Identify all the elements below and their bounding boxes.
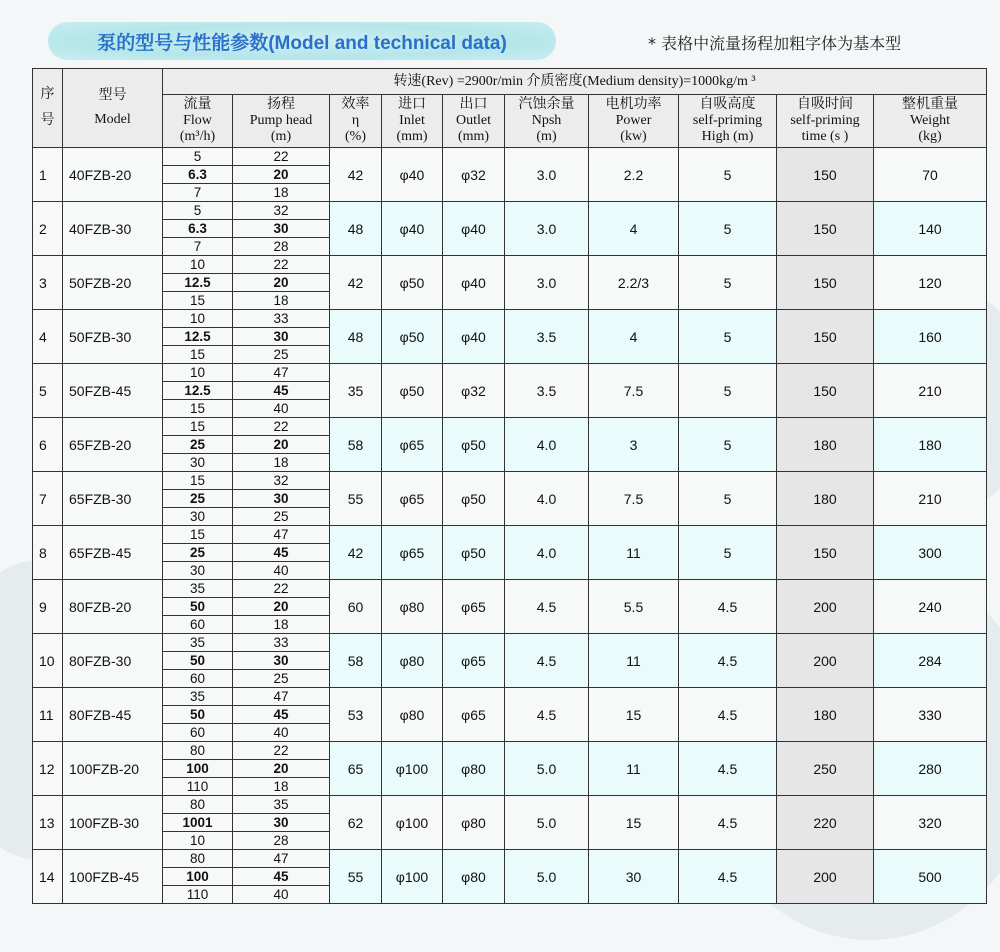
outlet-cell: φ80	[443, 796, 505, 850]
self-priming-high-cell: 4.5	[679, 796, 777, 850]
self-priming-time-cell: 200	[777, 850, 874, 904]
self-priming-high-cell: 4.5	[679, 634, 777, 688]
table-body	[33, 148, 987, 904]
head-subcell: 22	[233, 148, 330, 166]
power-cell: 15	[589, 796, 679, 850]
model-cell: 50FZB-30	[63, 310, 163, 364]
row-number-cell: 13	[33, 796, 63, 850]
header-outlet: 出口 Outlet (mm)	[443, 95, 505, 148]
head-subcell: 45	[233, 382, 330, 400]
self-priming-high-cell: 5	[679, 472, 777, 526]
power-cell: 7.5	[589, 364, 679, 418]
power-cell: 11	[589, 742, 679, 796]
flow-subcell: 5	[163, 202, 233, 220]
flow-subcell: 25	[163, 544, 233, 562]
npsh-cell: 4.5	[505, 580, 589, 634]
inlet-cell: φ80	[382, 688, 443, 742]
title-banner	[48, 22, 556, 60]
row-number-cell: 11	[33, 688, 63, 742]
model-cell: 80FZB-20	[63, 580, 163, 634]
outlet-cell: φ65	[443, 688, 505, 742]
power-cell: 11	[589, 526, 679, 580]
header-inlet: 进口 Inlet (mm)	[382, 95, 443, 148]
model-cell: 50FZB-20	[63, 256, 163, 310]
table-row	[33, 850, 987, 868]
flow-subcell: 15	[163, 346, 233, 364]
header-weight: 整机重量 Weight (kg)	[874, 95, 987, 148]
flow-subcell: 50	[163, 652, 233, 670]
weight-cell: 120	[874, 256, 987, 310]
head-subcell: 47	[233, 364, 330, 382]
spec-table	[32, 68, 987, 904]
table-row	[33, 256, 987, 274]
header-flow: 流量 Flow (m³/h)	[163, 95, 233, 148]
model-cell: 65FZB-20	[63, 418, 163, 472]
self-priming-time-cell: 150	[777, 526, 874, 580]
npsh-cell: 5.0	[505, 850, 589, 904]
table-row	[33, 688, 987, 706]
weight-cell: 500	[874, 850, 987, 904]
table-row	[33, 742, 987, 760]
head-subcell: 40	[233, 724, 330, 742]
outlet-cell: φ50	[443, 472, 505, 526]
inlet-cell: φ100	[382, 742, 443, 796]
head-subcell: 22	[233, 418, 330, 436]
self-priming-time-cell: 150	[777, 310, 874, 364]
power-cell: 15	[589, 688, 679, 742]
flow-subcell: 12.5	[163, 274, 233, 292]
row-number-cell: 4	[33, 310, 63, 364]
flow-subcell: 30	[163, 454, 233, 472]
note-text: * 表格中流量扬程加粗字体为基本型	[648, 34, 902, 53]
model-cell: 100FZB-20	[63, 742, 163, 796]
flow-subcell: 100	[163, 760, 233, 778]
head-subcell: 20	[233, 436, 330, 454]
head-subcell: 18	[233, 184, 330, 202]
table-row	[33, 634, 987, 652]
power-cell: 2.2/3	[589, 256, 679, 310]
self-priming-high-cell: 4.5	[679, 850, 777, 904]
npsh-cell: 4.5	[505, 634, 589, 688]
efficiency-cell: 48	[330, 310, 382, 364]
efficiency-cell: 53	[330, 688, 382, 742]
table-row	[33, 364, 987, 382]
power-cell: 4	[589, 202, 679, 256]
head-subcell: 40	[233, 400, 330, 418]
weight-cell: 140	[874, 202, 987, 256]
table-row	[33, 526, 987, 544]
self-priming-time-cell: 200	[777, 634, 874, 688]
outlet-cell: φ50	[443, 526, 505, 580]
row-number-cell: 14	[33, 850, 63, 904]
head-subcell: 45	[233, 706, 330, 724]
model-cell: 80FZB-45	[63, 688, 163, 742]
efficiency-cell: 55	[330, 850, 382, 904]
head-subcell: 30	[233, 814, 330, 832]
flow-subcell: 110	[163, 778, 233, 796]
flow-subcell: 100	[163, 868, 233, 886]
header-efficiency: 效率 η (%)	[330, 95, 382, 148]
flow-subcell: 6.3	[163, 166, 233, 184]
header-self-priming-time: 自吸时间 self-priming time (s )	[777, 95, 874, 148]
head-subcell: 30	[233, 490, 330, 508]
npsh-cell: 3.0	[505, 148, 589, 202]
flow-subcell: 15	[163, 418, 233, 436]
head-subcell: 45	[233, 868, 330, 886]
head-subcell: 45	[233, 544, 330, 562]
header-power: 电机功率 Power (kw)	[589, 95, 679, 148]
efficiency-cell: 48	[330, 202, 382, 256]
inlet-cell: φ80	[382, 580, 443, 634]
efficiency-cell: 58	[330, 418, 382, 472]
head-subcell: 30	[233, 220, 330, 238]
head-subcell: 20	[233, 760, 330, 778]
flow-subcell: 30	[163, 562, 233, 580]
power-cell: 5.5	[589, 580, 679, 634]
table-row	[33, 418, 987, 436]
flow-subcell: 7	[163, 238, 233, 256]
weight-cell: 210	[874, 472, 987, 526]
model-cell: 40FZB-30	[63, 202, 163, 256]
head-subcell: 47	[233, 526, 330, 544]
head-subcell: 20	[233, 166, 330, 184]
model-cell: 100FZB-30	[63, 796, 163, 850]
self-priming-time-cell: 150	[777, 148, 874, 202]
flow-subcell: 15	[163, 400, 233, 418]
self-priming-high-cell: 5	[679, 202, 777, 256]
self-priming-high-cell: 4.5	[679, 688, 777, 742]
outlet-cell: φ50	[443, 418, 505, 472]
flow-subcell: 60	[163, 724, 233, 742]
npsh-cell: 3.0	[505, 256, 589, 310]
head-subcell: 20	[233, 598, 330, 616]
table-row	[33, 148, 987, 166]
head-subcell: 47	[233, 850, 330, 868]
table-row	[33, 796, 987, 814]
efficiency-cell: 35	[330, 364, 382, 418]
flow-subcell: 50	[163, 706, 233, 724]
row-number-cell: 10	[33, 634, 63, 688]
flow-subcell: 10	[163, 310, 233, 328]
efficiency-cell: 42	[330, 526, 382, 580]
power-cell: 2.2	[589, 148, 679, 202]
self-priming-time-cell: 150	[777, 364, 874, 418]
inlet-cell: φ65	[382, 526, 443, 580]
weight-cell: 180	[874, 418, 987, 472]
model-cell: 80FZB-30	[63, 634, 163, 688]
weight-cell: 70	[874, 148, 987, 202]
head-subcell: 28	[233, 238, 330, 256]
flow-subcell: 60	[163, 670, 233, 688]
flow-subcell: 35	[163, 688, 233, 706]
flow-subcell: 12.5	[163, 382, 233, 400]
flow-subcell: 15	[163, 472, 233, 490]
head-subcell: 20	[233, 274, 330, 292]
outlet-cell: φ40	[443, 310, 505, 364]
head-subcell: 32	[233, 202, 330, 220]
model-cell: 40FZB-20	[63, 148, 163, 202]
flow-subcell: 7	[163, 184, 233, 202]
table-row	[33, 472, 987, 490]
self-priming-high-cell: 5	[679, 526, 777, 580]
power-cell: 4	[589, 310, 679, 364]
head-subcell: 22	[233, 256, 330, 274]
self-priming-high-cell: 4.5	[679, 580, 777, 634]
head-subcell: 40	[233, 562, 330, 580]
head-subcell: 35	[233, 796, 330, 814]
head-subcell: 30	[233, 652, 330, 670]
efficiency-cell: 62	[330, 796, 382, 850]
flow-subcell: 30	[163, 508, 233, 526]
outlet-cell: φ80	[443, 850, 505, 904]
self-priming-time-cell: 220	[777, 796, 874, 850]
inlet-cell: φ65	[382, 472, 443, 526]
efficiency-cell: 58	[330, 634, 382, 688]
flow-subcell: 10	[163, 832, 233, 850]
flow-subcell: 35	[163, 580, 233, 598]
outlet-cell: φ32	[443, 364, 505, 418]
efficiency-cell: 60	[330, 580, 382, 634]
row-number-cell: 2	[33, 202, 63, 256]
header-seq: 序 号	[33, 69, 63, 148]
flow-subcell: 60	[163, 616, 233, 634]
flow-subcell: 10	[163, 256, 233, 274]
head-subcell: 47	[233, 688, 330, 706]
weight-cell: 210	[874, 364, 987, 418]
weight-cell: 160	[874, 310, 987, 364]
flow-subcell: 35	[163, 634, 233, 652]
self-priming-high-cell: 5	[679, 148, 777, 202]
row-number-cell: 3	[33, 256, 63, 310]
row-number-cell: 8	[33, 526, 63, 580]
inlet-cell: φ100	[382, 850, 443, 904]
inlet-cell: φ50	[382, 310, 443, 364]
page-title: 泵的型号与性能参数(Model and technical data)	[97, 32, 507, 54]
power-cell: 7.5	[589, 472, 679, 526]
npsh-cell: 4.0	[505, 472, 589, 526]
outlet-cell: φ32	[443, 148, 505, 202]
efficiency-cell: 65	[330, 742, 382, 796]
model-cell: 65FZB-30	[63, 472, 163, 526]
self-priming-time-cell: 200	[777, 580, 874, 634]
header-conditions: 转速(Rev) =2900r/min 介质密度(Medium density)=1000kg/m ³	[163, 69, 987, 95]
flow-subcell: 80	[163, 850, 233, 868]
flow-subcell: 6.3	[163, 220, 233, 238]
head-subcell: 25	[233, 346, 330, 364]
flow-subcell: 25	[163, 490, 233, 508]
flow-subcell: 15	[163, 292, 233, 310]
self-priming-time-cell: 180	[777, 472, 874, 526]
flow-subcell: 15	[163, 526, 233, 544]
table-row	[33, 580, 987, 598]
head-subcell: 30	[233, 328, 330, 346]
inlet-cell: φ100	[382, 796, 443, 850]
npsh-cell: 5.0	[505, 796, 589, 850]
power-cell: 11	[589, 634, 679, 688]
inlet-cell: φ40	[382, 202, 443, 256]
flow-subcell: 50	[163, 598, 233, 616]
npsh-cell: 3.5	[505, 310, 589, 364]
model-cell: 100FZB-45	[63, 850, 163, 904]
head-subcell: 25	[233, 670, 330, 688]
flow-subcell: 10	[163, 364, 233, 382]
outlet-cell: φ40	[443, 202, 505, 256]
head-subcell: 25	[233, 508, 330, 526]
self-priming-time-cell: 150	[777, 202, 874, 256]
header-self-priming-high: 自吸高度 self-priming High (m)	[679, 95, 777, 148]
head-subcell: 32	[233, 472, 330, 490]
table-row	[33, 202, 987, 220]
inlet-cell: φ80	[382, 634, 443, 688]
row-number-cell: 1	[33, 148, 63, 202]
weight-cell: 330	[874, 688, 987, 742]
flow-subcell: 110	[163, 886, 233, 904]
head-subcell: 18	[233, 778, 330, 796]
inlet-cell: φ50	[382, 364, 443, 418]
flow-subcell: 80	[163, 742, 233, 760]
self-priming-high-cell: 4.5	[679, 742, 777, 796]
power-cell: 30	[589, 850, 679, 904]
outlet-cell: φ80	[443, 742, 505, 796]
outlet-cell: φ65	[443, 580, 505, 634]
head-subcell: 33	[233, 310, 330, 328]
row-number-cell: 12	[33, 742, 63, 796]
head-subcell: 18	[233, 292, 330, 310]
head-subcell: 18	[233, 454, 330, 472]
head-subcell: 22	[233, 580, 330, 598]
flow-subcell: 80	[163, 796, 233, 814]
weight-cell: 280	[874, 742, 987, 796]
head-subcell: 28	[233, 832, 330, 850]
power-cell: 3	[589, 418, 679, 472]
flow-subcell: 5	[163, 148, 233, 166]
self-priming-time-cell: 180	[777, 418, 874, 472]
self-priming-high-cell: 5	[679, 256, 777, 310]
weight-cell: 240	[874, 580, 987, 634]
inlet-cell: φ65	[382, 418, 443, 472]
weight-cell: 300	[874, 526, 987, 580]
flow-subcell: 1001	[163, 814, 233, 832]
model-cell: 50FZB-45	[63, 364, 163, 418]
outlet-cell: φ65	[443, 634, 505, 688]
self-priming-high-cell: 5	[679, 310, 777, 364]
row-number-cell: 7	[33, 472, 63, 526]
inlet-cell: φ50	[382, 256, 443, 310]
efficiency-cell: 42	[330, 256, 382, 310]
flow-subcell: 25	[163, 436, 233, 454]
head-subcell: 33	[233, 634, 330, 652]
header-model: 型号 Model	[63, 69, 163, 148]
outlet-cell: φ40	[443, 256, 505, 310]
efficiency-cell: 42	[330, 148, 382, 202]
row-number-cell: 5	[33, 364, 63, 418]
npsh-cell: 4.0	[505, 526, 589, 580]
row-number-cell: 6	[33, 418, 63, 472]
weight-cell: 320	[874, 796, 987, 850]
header-head: 扬程 Pump head (m)	[233, 95, 330, 148]
npsh-cell: 3.5	[505, 364, 589, 418]
head-subcell: 18	[233, 616, 330, 634]
flow-subcell: 12.5	[163, 328, 233, 346]
table-row	[33, 310, 987, 328]
self-priming-time-cell: 150	[777, 256, 874, 310]
self-priming-time-cell: 180	[777, 688, 874, 742]
header-npsh: 汽蚀余量 Npsh (m)	[505, 95, 589, 148]
npsh-cell: 4.5	[505, 688, 589, 742]
model-cell: 65FZB-45	[63, 526, 163, 580]
head-subcell: 40	[233, 886, 330, 904]
row-number-cell: 9	[33, 580, 63, 634]
self-priming-high-cell: 5	[679, 418, 777, 472]
self-priming-time-cell: 250	[777, 742, 874, 796]
weight-cell: 284	[874, 634, 987, 688]
self-priming-high-cell: 5	[679, 364, 777, 418]
efficiency-cell: 55	[330, 472, 382, 526]
npsh-cell: 3.0	[505, 202, 589, 256]
npsh-cell: 5.0	[505, 742, 589, 796]
inlet-cell: φ40	[382, 148, 443, 202]
head-subcell: 22	[233, 742, 330, 760]
npsh-cell: 4.0	[505, 418, 589, 472]
